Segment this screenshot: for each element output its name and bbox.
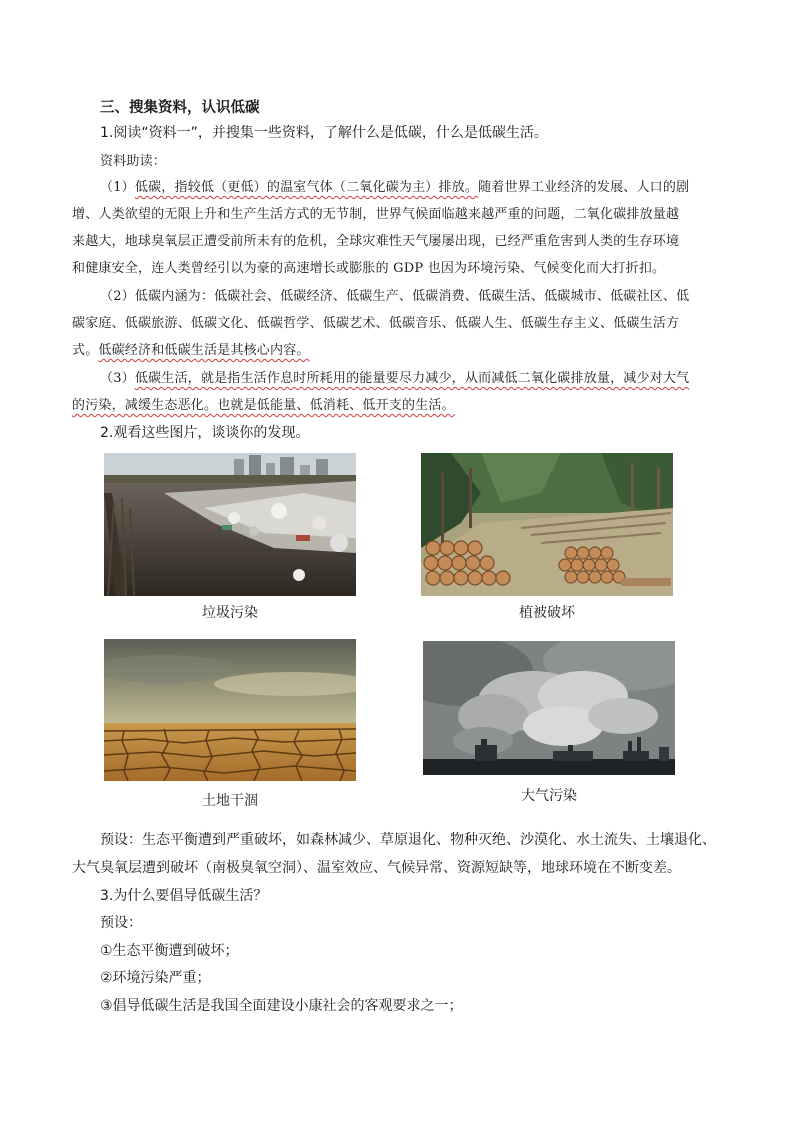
caption-air-pollution: 大气污染 xyxy=(521,788,577,804)
section-title: 三、搜集资料，认识低碳 xyxy=(100,100,260,116)
paragraph-3-line-1 xyxy=(100,369,689,389)
garbage-pollution-photo xyxy=(104,453,356,596)
caption-garbage-pollution: 垃圾污染 xyxy=(202,605,258,621)
paragraph-3-underlined-1: 低碳生活，就是指生活作息时所耗用的能量要尽力减少，从而减低二氧化碳排放量，减少对大气 xyxy=(134,371,690,386)
air-pollution-photo xyxy=(423,641,675,775)
paragraph-2-line-2: 碳家庭、低碳旅游、低碳文化、低碳哲学、低碳艺术、低碳音乐、低碳人生、低碳生存主义、低碳生活方 xyxy=(72,316,680,331)
caption-deforestation: 植被破坏 xyxy=(519,605,575,621)
preset-1-line-1: 预设：生态平衡遭到严重破坏，如森林减少、草原退化、物种灭绝、沙漠化、水土流失、土壤退化、 xyxy=(100,832,716,848)
reason-3: ③倡导低碳生活是我国全面建设小康社会的客观要求之一； xyxy=(100,998,463,1014)
paragraph-1-rest: 随着世界工业经济的发展、人口的剧 xyxy=(478,180,690,195)
paragraph-1-underlined: 低碳，指较低（更低）的温室气体（二氧化碳为主）排放。 xyxy=(134,180,479,195)
paragraph-3-lead: （3） xyxy=(100,371,135,386)
reason-1: ①生态平衡遭到破坏； xyxy=(100,943,239,959)
dried-land-photo xyxy=(104,639,356,781)
material-label: 资料助读： xyxy=(100,154,167,169)
paragraph-3-underlined-2: 的污染，减缓生态恶化。也就是低能量、低消耗、低开支的生活。 xyxy=(72,398,455,413)
paragraph-1-line-3: 来越大，地球臭氧层正遭受前所未有的危机，全球灾难性天气屡屡出现，已经严重危害到人类的生存环境 xyxy=(72,234,680,249)
question-1: 1.阅读“资料一”，并搜集一些资料，了解什么是低碳，什么是低碳生活。 xyxy=(100,125,548,141)
paragraph-2-underlined: 低碳经济和低碳生活是其核心内容。 xyxy=(98,343,310,358)
reason-2: ②环境污染严重； xyxy=(100,970,211,986)
preset-1-line-2: 大气臭氧层遭到破坏（南极臭氧空洞）、温室效应、气候异常、资源短缺等，地球环境在不断变差。 xyxy=(72,860,681,876)
paragraph-3-line-2 xyxy=(72,396,455,416)
paragraph-2-line-1: （2）低碳内涵为：低碳社会、低碳经济、低碳生产、低碳消费、低碳生活、低碳城市、低碳社区、低 xyxy=(100,289,690,304)
deforestation-photo xyxy=(421,453,673,596)
question-2: 2.观看这些图片，谈谈你的发现。 xyxy=(100,425,310,441)
caption-dried-land: 土地干涸 xyxy=(202,793,258,809)
paragraph-1-line-4: 和健康安全，连人类曾经引以为豪的高速增长或膨胀的 GDP 也因为环境污染、气候变化而大打折扣。 xyxy=(72,261,666,276)
preset-2-label: 预设： xyxy=(100,915,142,931)
paragraph-2-lead: 式。 xyxy=(72,343,99,358)
paragraph-2-line-3 xyxy=(72,341,310,361)
paragraph-1-lead: （1） xyxy=(100,180,135,195)
paragraph-1-line-1 xyxy=(100,178,689,198)
question-3: 3.为什么要倡导低碳生活？ xyxy=(100,888,268,904)
paragraph-1-line-2: 增、人类欲望的无限上升和生产生活方式的无节制，世界气候面临越来越严重的问题，二氧化碳排放量越 xyxy=(72,207,680,222)
